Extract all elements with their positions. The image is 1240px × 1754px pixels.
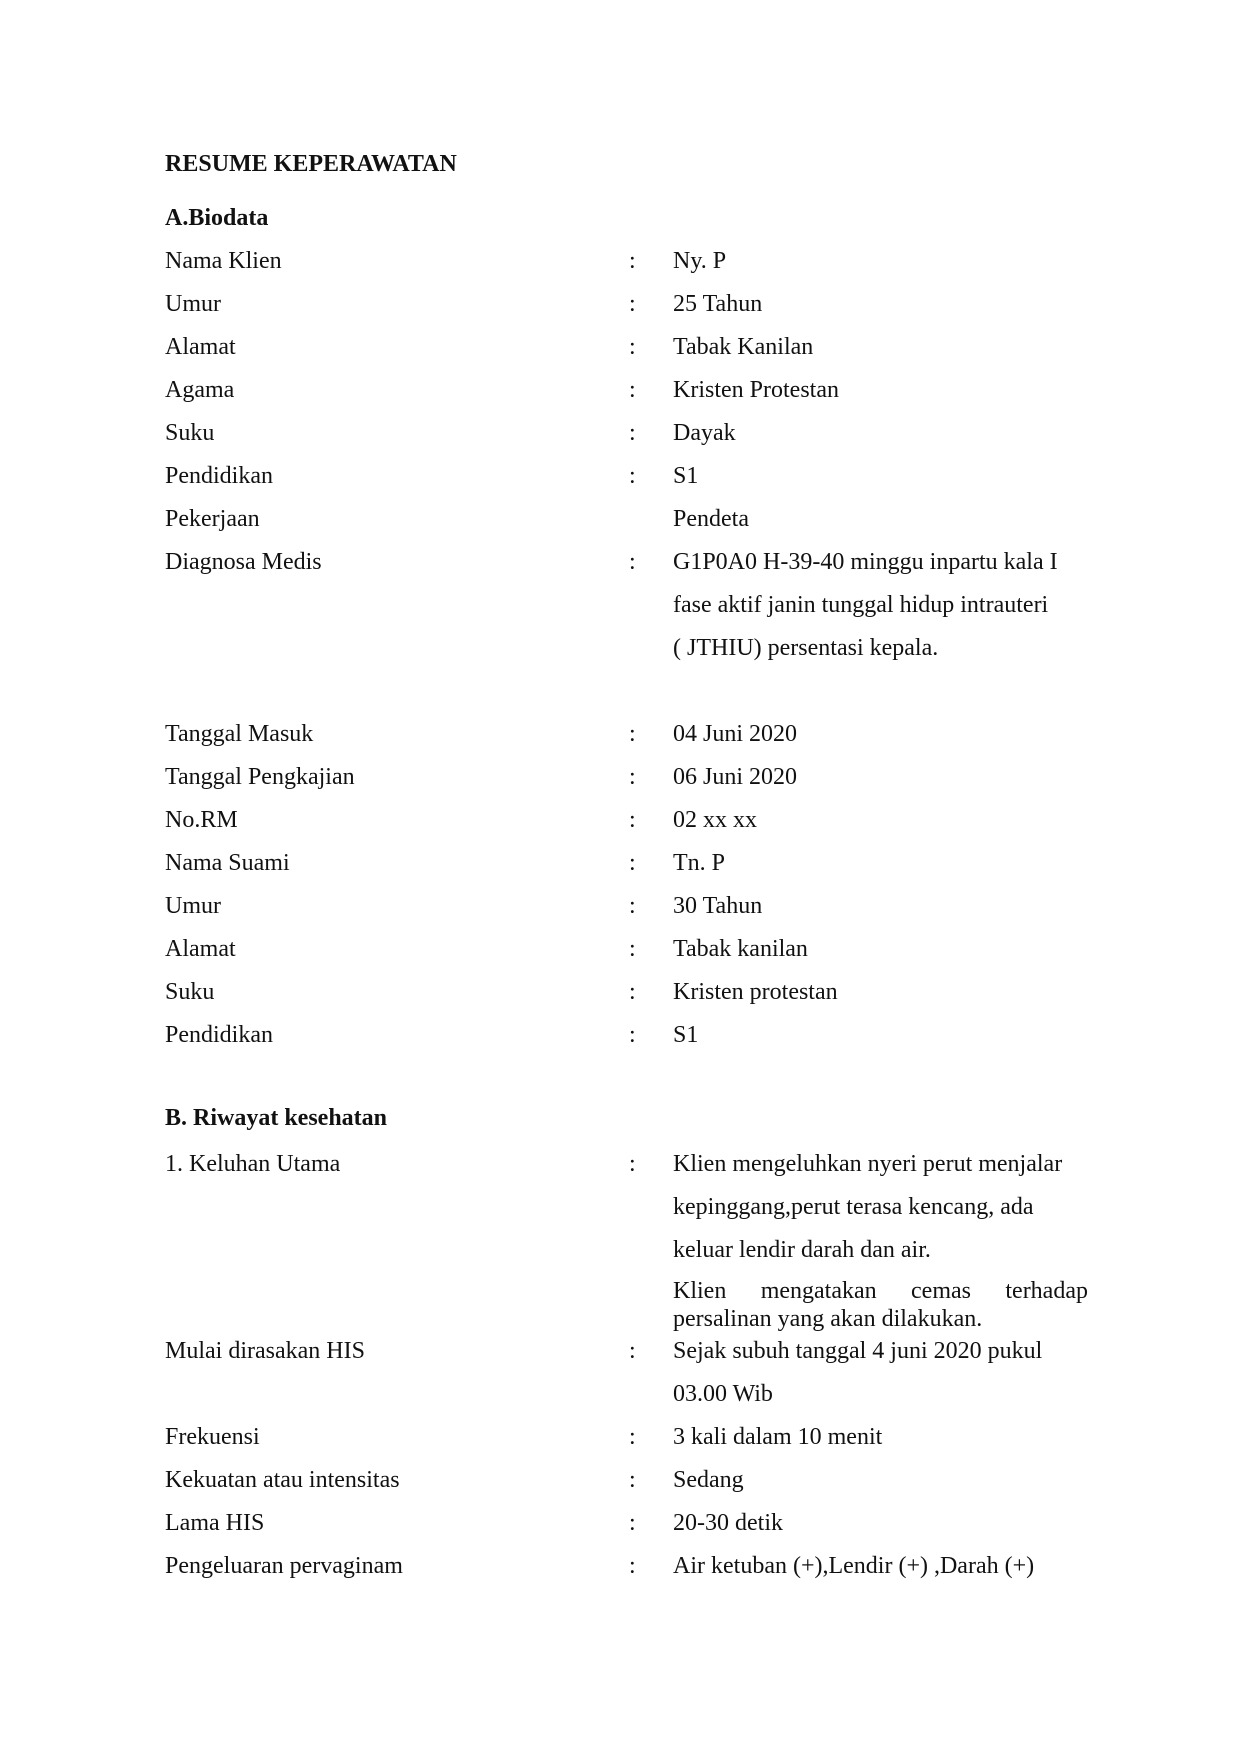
- field-value: Dayak: [673, 420, 736, 446]
- field-value: Tabak kanilan: [673, 936, 808, 962]
- field-value: 30 Tahun: [673, 893, 763, 919]
- field-label: Mulai dirasakan HIS: [165, 1338, 365, 1364]
- value-line: G1P0A0 H-39-40 minggu inpartu kala I: [673, 549, 1058, 575]
- field-colon: :: [629, 807, 636, 833]
- field-colon: :: [629, 1510, 636, 1536]
- value-line: persalinan yang akan dilakukan.: [673, 1306, 983, 1332]
- field-label: Agama: [165, 377, 235, 403]
- field-label: Suku: [165, 420, 215, 446]
- field-label: Pendidikan: [165, 1022, 273, 1048]
- value-line: Klien mengatakan cemas terhadap: [673, 1278, 1088, 1304]
- field-colon: :: [629, 1424, 636, 1450]
- section-a-heading: A.Biodata: [165, 205, 269, 231]
- value-line: kepinggang,perut terasa kencang, ada: [673, 1194, 1034, 1220]
- field-value: S1: [673, 1022, 699, 1048]
- field-label: 1. Keluhan Utama: [165, 1151, 341, 1177]
- field-value: 04 Juni 2020: [673, 721, 798, 747]
- field-label: Lama HIS: [165, 1510, 265, 1536]
- field-colon: :: [629, 979, 636, 1005]
- field-value: Tabak Kanilan: [673, 334, 814, 360]
- field-label: Pengeluaran pervaginam: [165, 1553, 403, 1579]
- field-colon: :: [629, 334, 636, 360]
- field-label: Nama Suami: [165, 850, 290, 876]
- field-label: Umur: [165, 893, 221, 919]
- field-label: Alamat: [165, 936, 236, 962]
- field-value-multiline: [673, 1277, 1088, 1333]
- field-colon: :: [629, 936, 636, 962]
- document-title: RESUME KEPERAWATAN: [165, 151, 457, 177]
- value-line: keluar lendir darah dan air.: [673, 1237, 931, 1263]
- field-colon: :: [629, 1553, 636, 1579]
- field-value: 25 Tahun: [673, 291, 763, 317]
- value-line: Klien mengeluhkan nyeri perut menjalar: [673, 1151, 1063, 1177]
- field-label: Frekuensi: [165, 1424, 260, 1450]
- field-value: Kristen Protestan: [673, 377, 839, 403]
- value-line: fase aktif janin tunggal hidup intrauteri: [673, 592, 1049, 618]
- field-colon: :: [629, 377, 636, 403]
- field-label: Alamat: [165, 334, 236, 360]
- field-value: 02 xx xx: [673, 807, 757, 833]
- field-colon: :: [629, 764, 636, 790]
- field-value-multiline: [673, 541, 1088, 670]
- field-colon: :: [629, 463, 636, 489]
- field-label: Tanggal Pengkajian: [165, 764, 355, 790]
- value-line: 03.00 Wib: [673, 1381, 773, 1407]
- field-value: Kristen protestan: [673, 979, 838, 1005]
- section-b-heading: B. Riwayat kesehatan: [165, 1105, 388, 1131]
- field-colon: :: [629, 1467, 636, 1493]
- field-label: Kekuatan atau intensitas: [165, 1467, 400, 1493]
- field-value: 20-30 detik: [673, 1510, 783, 1536]
- field-label: Nama Klien: [165, 248, 282, 274]
- field-colon: :: [629, 1151, 636, 1177]
- field-value: Tn. P: [673, 850, 726, 876]
- field-label: Pendidikan: [165, 463, 273, 489]
- field-colon: :: [629, 721, 636, 747]
- field-value: 3 kali dalam 10 menit: [673, 1424, 883, 1450]
- field-value: Pendeta: [673, 506, 749, 532]
- field-value: 06 Juni 2020: [673, 764, 798, 790]
- field-label: Pekerjaan: [165, 506, 260, 532]
- field-colon: :: [629, 420, 636, 446]
- field-value: S1: [673, 463, 699, 489]
- field-label: Suku: [165, 979, 215, 1005]
- field-colon: :: [629, 248, 636, 274]
- field-value-multiline: [673, 1143, 1088, 1272]
- field-label: Diagnosa Medis: [165, 549, 322, 575]
- field-label: Umur: [165, 291, 221, 317]
- field-value: Air ketuban (+),Lendir (+) ,Darah (+): [673, 1553, 1035, 1579]
- field-colon: :: [629, 549, 636, 575]
- field-value: Sedang: [673, 1467, 744, 1493]
- field-colon: :: [629, 1022, 636, 1048]
- field-colon: :: [629, 291, 636, 317]
- field-label: Tanggal Masuk: [165, 721, 314, 747]
- value-line: ( JTHIU) persentasi kepala.: [673, 635, 939, 661]
- value-line: Sejak subuh tanggal 4 juni 2020 pukul: [673, 1338, 1043, 1364]
- field-colon: :: [629, 850, 636, 876]
- field-value: Ny. P: [673, 248, 727, 274]
- field-value-multiline: [673, 1330, 1088, 1416]
- field-colon: :: [629, 1338, 636, 1364]
- field-label: No.RM: [165, 807, 238, 833]
- field-colon: :: [629, 893, 636, 919]
